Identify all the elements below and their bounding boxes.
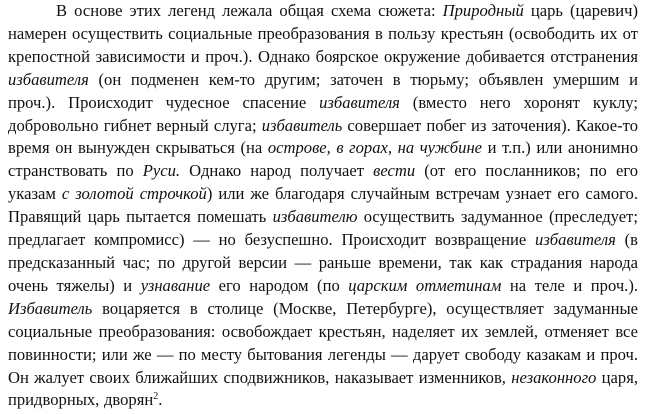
- italic-term: избавителя: [319, 92, 400, 112]
- text-segment: (вместо него хоронят куклу; добровольно гибнет верный слуга;: [8, 92, 638, 135]
- text-segment: на теле и проч.).: [501, 275, 638, 295]
- italic-term: Руси.: [142, 161, 181, 181]
- italic-term: царским отметинам: [348, 275, 502, 295]
- italic-term: с золотой строчкой: [61, 184, 207, 204]
- italic-term: избавителя: [8, 69, 89, 89]
- text-segment: его народом (по: [210, 275, 349, 295]
- document-page: [8, 0, 638, 414]
- italic-term: Избавитель: [8, 298, 93, 318]
- text-segment: воцаряется в столице (Москве, Петербурге), осуществляет задуманные социальные преобразования: освобождает крестьян, наделяет их землей, отменяет все повинности; или же — по месту бытования легенды — дарует свободу казакам и проч. Он жалует своих ближайших сподвижников, наказывает изменников,: [8, 298, 638, 387]
- text-segment: царь (царевич) намерен осуществить социальные преобразования в пользу крестьян (освободить их от крепостной зависимости и проч.). Однако боярское окружение добивается отстранения: [8, 1, 638, 66]
- italic-term: острове, в горах, на чужбине: [267, 138, 483, 158]
- italic-term: избавителю: [272, 207, 358, 227]
- italic-term: избавителя: [535, 230, 616, 250]
- text-segment: осуществить задуманное (преследует; предлагает компромисс) — но безуспешно. Происходит возвращение: [8, 207, 638, 250]
- italic-term: избавитель: [261, 115, 343, 135]
- text-segment: (он подменен кем-то другим; заточен в тюрьму; объявлен умершим и проч.). Происходит чудесное спасение: [8, 69, 638, 112]
- text-segment: (в предсказанный час; по другой версии — раньше времени, так как страдания народа очень тяжелы) и: [8, 230, 638, 295]
- body-paragraph: [8, 0, 638, 412]
- text-segment: (от его посланников; по его указам: [8, 161, 638, 204]
- italic-term: узнавание: [140, 275, 211, 295]
- text-segment: совершает побег из заточения). Какое-то время он вынужден скрываться (на: [8, 115, 638, 158]
- italic-term: Природный: [442, 1, 524, 20]
- text-segment: ) или же благодаря случайным встречам узнает его самого. Правящий царь пытается помешать: [8, 184, 638, 227]
- text-segment: Однако народ получает: [180, 161, 374, 181]
- footnote-marker: 2: [153, 391, 159, 403]
- closing-punctuation: .: [158, 390, 163, 410]
- text-segment: и т.п.) или анонимно странствовать по: [8, 138, 638, 181]
- text-segment: В основе этих легенд лежала общая схема сюжета:: [56, 1, 443, 20]
- italic-term: вести: [373, 161, 416, 181]
- text-segment: царя, придворных, дворян: [8, 367, 638, 410]
- italic-term: незаконного: [511, 367, 597, 387]
